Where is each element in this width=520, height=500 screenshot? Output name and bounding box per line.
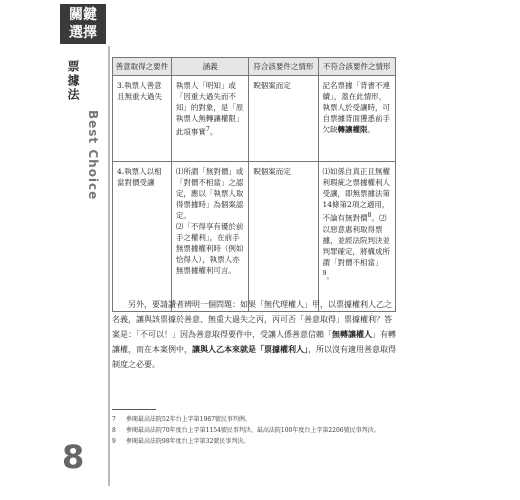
vertical-title: 票據法	[66, 60, 80, 102]
footnote-number: 9	[112, 438, 116, 445]
footnote-number: 7	[112, 416, 116, 423]
footnote-text: 參閱最高法院52年台上字第1987號民事判例。	[126, 416, 251, 423]
row4-requirement: 4.執票人以相當對價受讓	[113, 162, 172, 312]
footnote-divider	[112, 409, 156, 410]
footnote-ref: 9	[322, 269, 327, 277]
row4-not-text: ⑴如係自真正且無權利瑕疵之票據權利人受讓，即無票據法第14條第2項之適用，不論有無對價	[322, 167, 390, 223]
table-row	[113, 76, 396, 162]
chapter-tag	[60, 4, 106, 44]
row3-meaning	[171, 76, 248, 162]
vertical-english: Best Choice	[86, 110, 100, 201]
row4-satisfied: 睨個案而定	[249, 162, 318, 312]
footnotes	[112, 415, 402, 448]
para-text-2: 」有轉讓權，而在本案例中，	[112, 330, 396, 354]
row3-not-bold: 轉讓權限	[337, 125, 368, 134]
footnote	[112, 437, 402, 446]
row3-meaning-text: 執票人「明知」或「因重大過失而不知」的對象，是「原執票人無轉讓權限」此項事實	[175, 81, 244, 137]
table-row	[113, 162, 396, 312]
side-divider	[108, 46, 110, 486]
row4-meaning	[171, 162, 248, 312]
row3-not-satisfied	[318, 76, 396, 162]
row4-not-text-2: 。⑵以惡意惠利取得票據，並經法院判決並判罪確定，將構成所謂「對價不相當」	[322, 213, 390, 267]
row3-not-end: 。	[367, 125, 375, 134]
header-meaning: 涵義	[171, 58, 248, 76]
side-tab	[60, 0, 112, 500]
footnote-text: 參閱最高法院98年度台上字第32號民事判決。	[126, 438, 250, 445]
header-not-satisfied: 不符合該要件之情形	[318, 58, 396, 76]
table-header-row	[113, 58, 396, 76]
body-paragraph	[112, 297, 398, 372]
footnote	[112, 426, 402, 435]
row3-not-text: 記名票據「背書不連續」，蓋在此情形，執票人於受讓時，可自票據背面獲悉前手欠缺	[322, 81, 390, 134]
footnote-ref: 7	[205, 126, 210, 133]
para-bold-2: 讓與人乙本來就是「票據權利人」	[192, 344, 308, 354]
header-satisfied: 符合該要件之情形	[249, 58, 318, 76]
tag-line-1: 關鍵	[69, 7, 97, 23]
row3-meaning-end: 。	[209, 127, 218, 137]
row3-satisfied: 睨個案而定	[249, 76, 318, 162]
requirements-table	[112, 57, 396, 312]
page-number: 8	[62, 438, 85, 476]
row4-meaning-2: ⑵「不得享有優於前手之權利」，在前手無票據權利時（例如恰得人），執票人亦無票據權利可言。	[175, 222, 244, 275]
row3-requirement: 3.執票人善意且無重大過失	[113, 76, 172, 162]
row4-not-satisfied	[318, 162, 396, 312]
footnote-text: 參閱最高法院70年度台上字第1154號民事判決、最高法院100年度台上字第2206號民事判決。	[126, 427, 380, 434]
footnote-number: 8	[112, 427, 116, 434]
footnote	[112, 415, 402, 424]
tag-line-2: 選擇	[69, 25, 97, 41]
para-text-1: 另外，要請讀者辨明一個問題：如果「無代理權人」甲，以票據權利人乙之名義，讓與該票據於善意、無重大過失之丙，丙可否「善意取得」票據權利？答案是：「不可以！」因為善意取得要件中，受讓人係善意信賴「	[112, 300, 392, 339]
row4-not-end: 。	[326, 271, 334, 280]
para-text-3: ，所以沒有適用善意取得制度之必要。	[112, 345, 396, 369]
footnote-ref: 8	[367, 212, 372, 219]
para-bold-1: 無轉讓權人	[332, 329, 372, 339]
header-requirement: 善意取得之要件	[113, 58, 172, 76]
row4-meaning-1: ⑴所謂「無對價」或「對價不相當」之認定，應以「執票人取得票據時」為個案認定。	[175, 167, 244, 220]
